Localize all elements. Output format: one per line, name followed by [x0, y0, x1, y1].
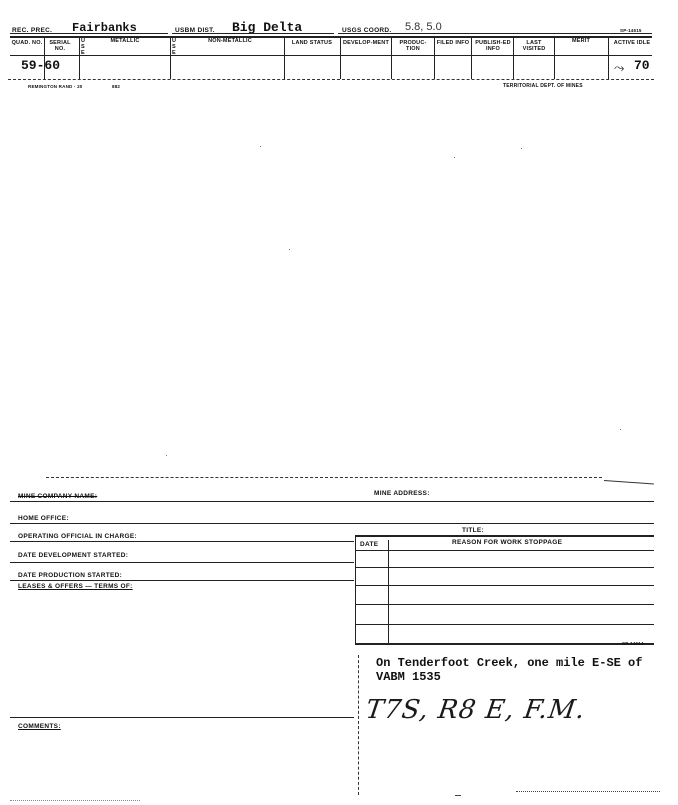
- col-production: PRODUC-TION: [399, 40, 427, 52]
- mine-address-label: MINE ADDRESS:: [374, 490, 430, 497]
- comments-label: COMMENTS:: [18, 723, 61, 730]
- col-use-2: U S E: [172, 38, 177, 56]
- col-active-idle: ACTIVE IDLE: [613, 40, 651, 46]
- rec-prec-value: Fairbanks: [72, 21, 137, 35]
- col-quad-no: QUAD. NO.: [11, 40, 43, 46]
- col-filed-info: FILED INFO: [436, 40, 470, 46]
- date-production-label: DATE PRODUCTION STARTED:: [18, 572, 123, 579]
- stoppage-reason-header: REASON FOR WORK STOPPAGE: [452, 539, 563, 546]
- col-serial-no: SERIAL NO.: [49, 40, 71, 52]
- col-use-1: U S E: [81, 38, 86, 56]
- home-office-label: HOME OFFICE:: [18, 515, 69, 522]
- usgs-coord-label: USGS COORD.: [342, 27, 392, 34]
- col-published-info: PUBLISH-ED INFO: [475, 40, 511, 52]
- col-merit: MERIT: [571, 38, 591, 44]
- col-development: DEVELOP-MENT: [342, 40, 390, 46]
- active-idle-value: 70: [634, 58, 650, 73]
- location-note-line2: VABM 1535: [376, 670, 441, 684]
- active-check-mark: ⤳: [614, 60, 625, 75]
- footer-code: 882: [112, 84, 121, 89]
- usbm-dist-value: Big Delta: [232, 20, 303, 35]
- leases-label: LEASES & OFFERS — TERMS OF:: [18, 583, 133, 590]
- footer-printer: REMINGTON RAND - 20: [28, 84, 83, 89]
- date-development-label: DATE DEVELOPMENT STARTED:: [18, 552, 129, 559]
- mine-company-label: MINE COMPANY NAME:: [18, 493, 98, 500]
- form-code: SP-14615: [620, 28, 642, 33]
- rec-prec-label: REC. PREC.: [12, 27, 53, 34]
- col-non-metallic: NON-METALLIC: [208, 38, 252, 44]
- usgs-coord-value: 5.8, 5.0: [405, 21, 442, 33]
- form-code-lower: SP-14614: [622, 641, 644, 646]
- title-label: TITLE:: [462, 527, 485, 534]
- handwritten-township: T7S, R8 E, F.M.: [363, 695, 588, 725]
- footer-territorial: TERRITORIAL DEPT. OF MINES: [503, 83, 583, 89]
- location-note-line1: On Tenderfoot Creek, one mile E-SE of: [376, 656, 643, 670]
- col-metallic: METALLIC: [110, 38, 140, 44]
- stoppage-date-header: DATE: [360, 541, 379, 548]
- col-land-status: LAND STATUS: [291, 40, 333, 46]
- quad-serial-value: 59-60: [21, 58, 61, 73]
- col-last-visited: LAST VISITED: [522, 40, 546, 52]
- operating-official-label: OPERATING OFFICIAL IN CHARGE:: [18, 533, 137, 540]
- usbm-dist-label: USBM DIST.: [175, 27, 215, 34]
- scan-artifact-line: [516, 791, 660, 794]
